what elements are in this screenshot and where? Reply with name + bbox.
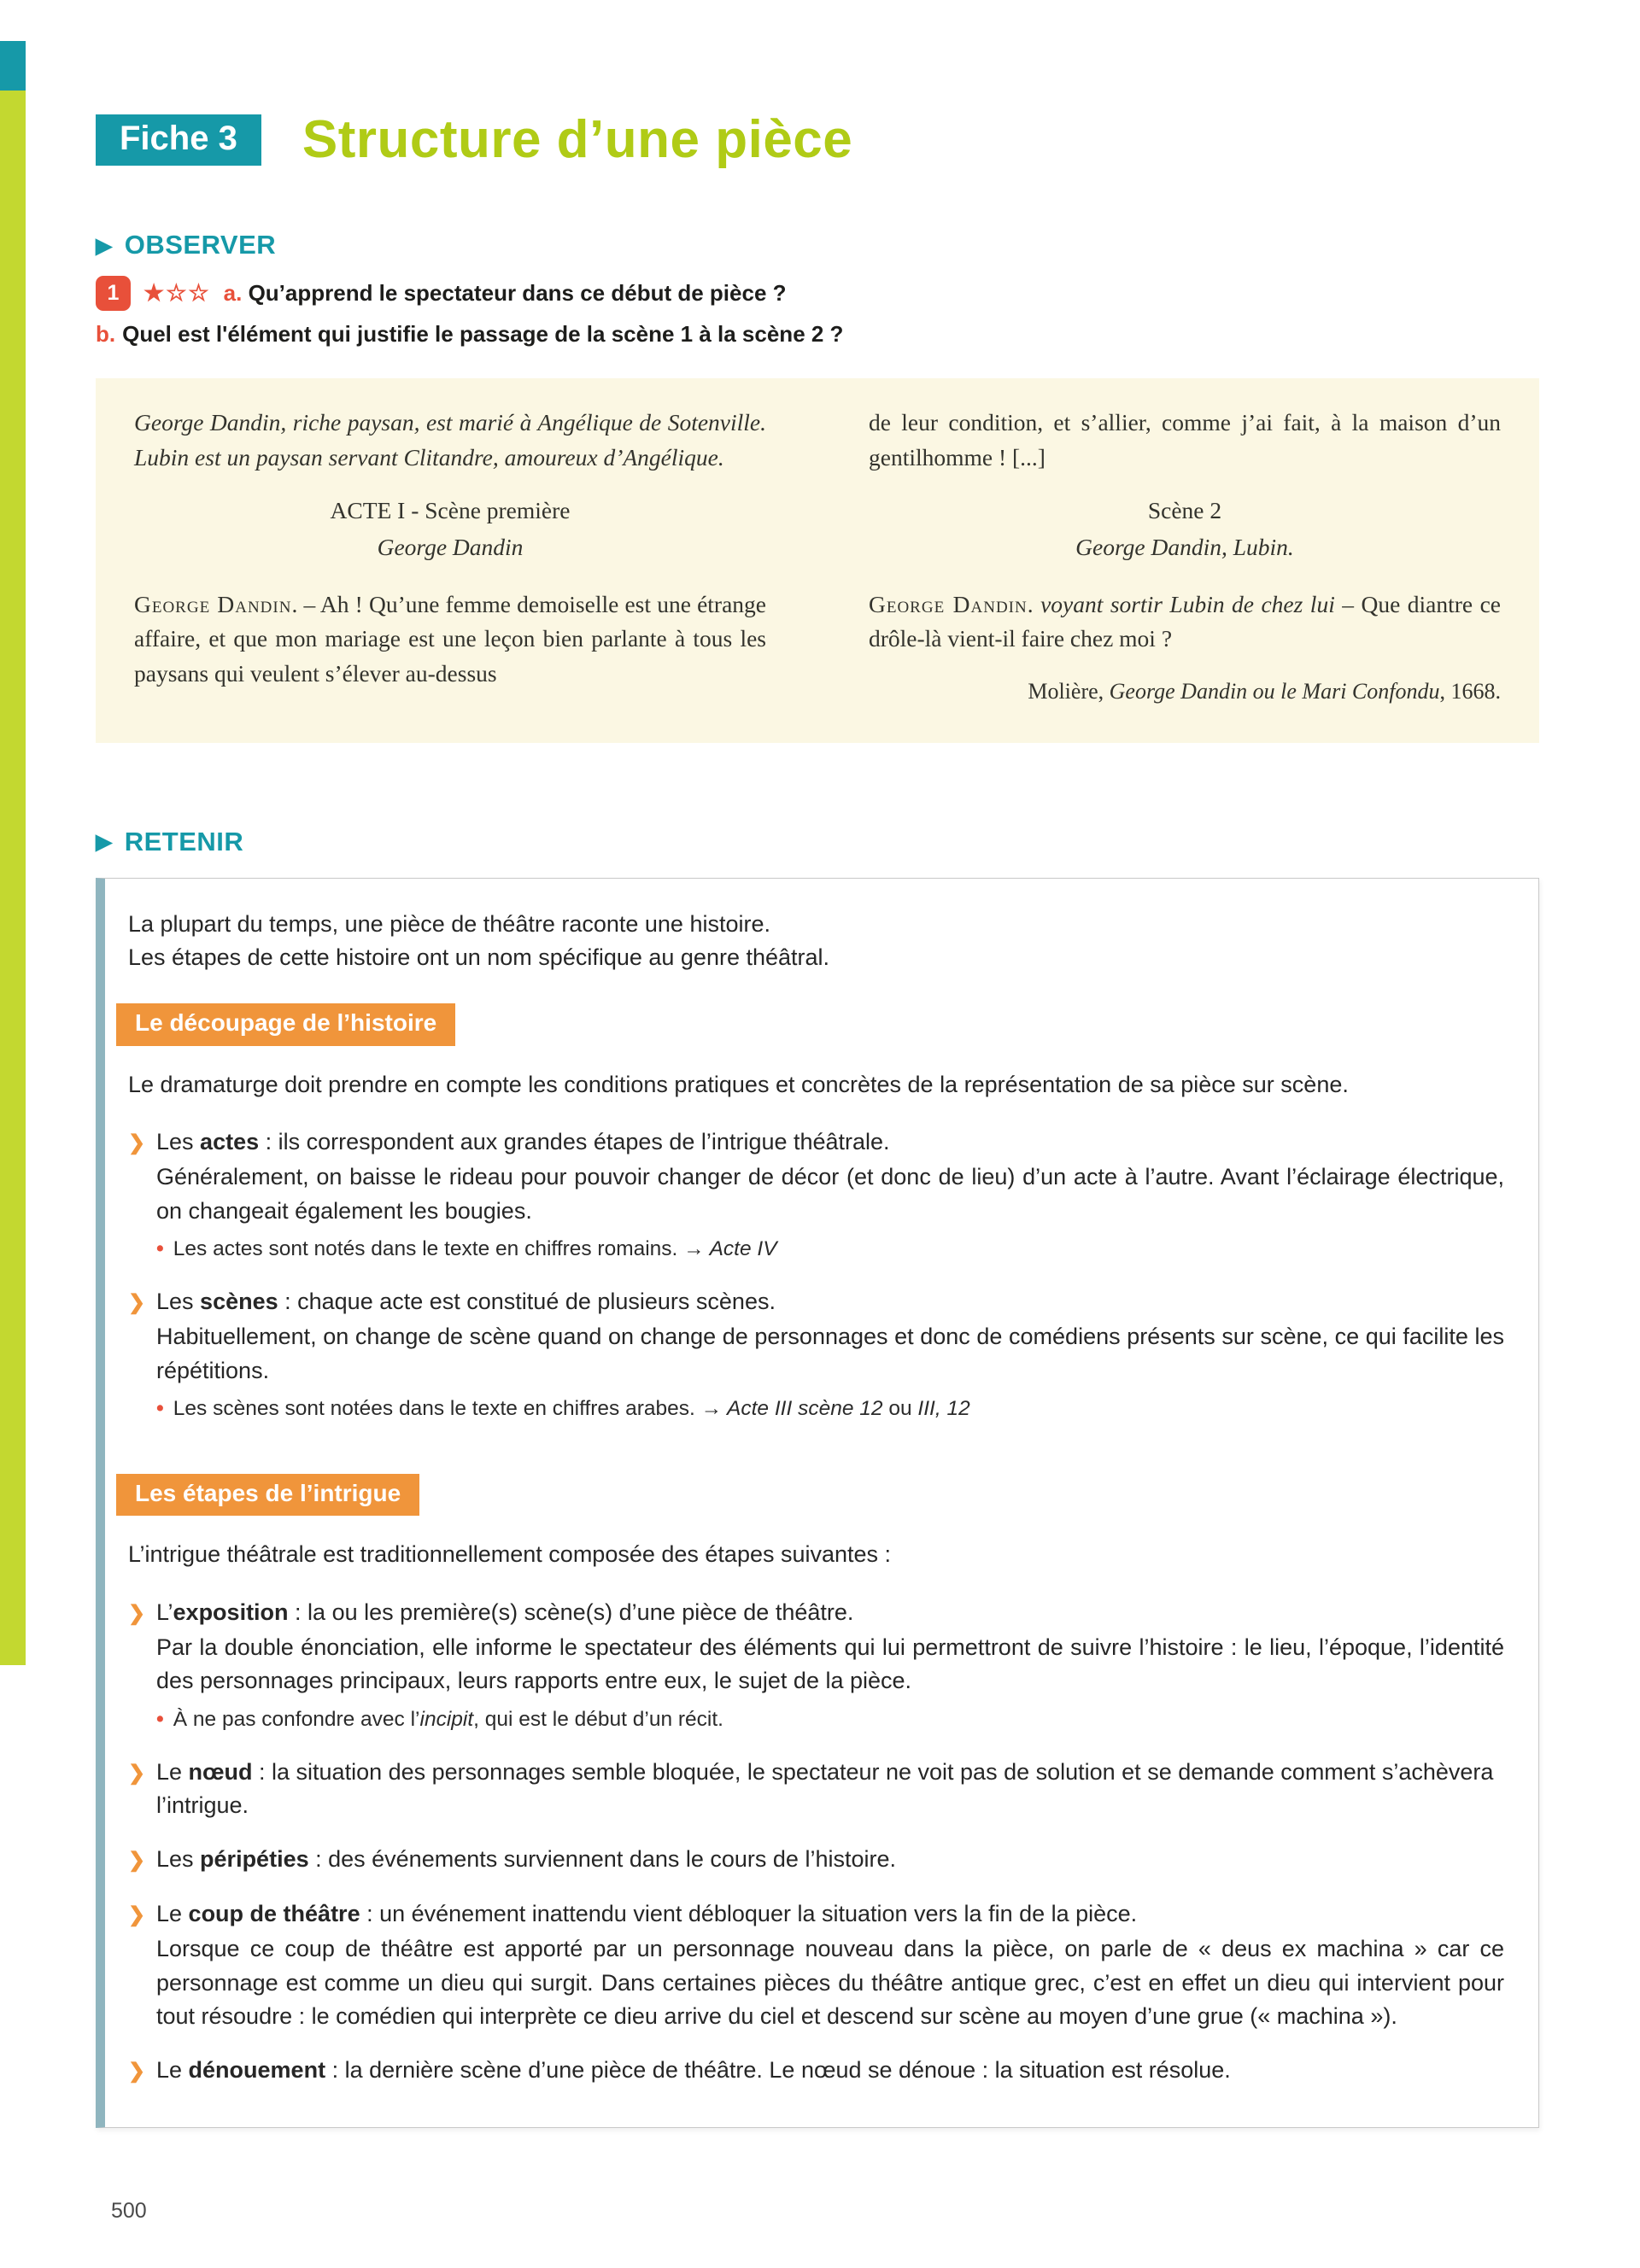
actes-body: Généralement, on baisse le rideau pour pouvoir changer de décor (et donc de lieu) d’un acte à l’autre. Avant l’éclairage électrique, on changeait également les bougies. <box>156 1164 1504 1224</box>
excerpt-right-column <box>869 406 1501 709</box>
scene-characters: George Dandin, Lubin. <box>1075 534 1294 561</box>
act-characters: George Dandin <box>377 534 524 561</box>
scenes-note <box>156 1393 1504 1424</box>
retenir-heading-label: RETENIR <box>124 826 244 856</box>
question-a-label: a. <box>223 280 243 306</box>
chevron-bullet-icon: ❯ <box>128 1761 146 1785</box>
exposition-note <box>156 1704 1504 1735</box>
question-a-text: Qu’apprend le spectateur dans ce début de pièce ? <box>248 280 787 306</box>
bullet-denouement-content <box>156 2054 1504 2087</box>
question-number-badge: 1 <box>96 276 131 311</box>
retenir-box <box>96 878 1539 2128</box>
question-b-text: Quel est l'élément qui justifie le passage de la scène 1 à la scène 2 ? <box>122 321 844 347</box>
question-block <box>96 276 1539 348</box>
page-header <box>96 109 1539 170</box>
act-heading: ACTE I - Scène première <box>330 497 571 524</box>
chevron-bullet-icon: ❯ <box>128 1131 146 1154</box>
section-etapes <box>128 1445 1504 2088</box>
scenes-body: Habituellement, on change de scène quand on change de personnages et donc de comédiens présents sur scène, ce qui facilite les répétitions. <box>156 1324 1504 1383</box>
question-a <box>224 280 787 307</box>
difficulty-star-rating <box>144 280 211 307</box>
page-number: 500 <box>111 2199 147 2223</box>
bullet-coup-de-theatre-content <box>156 1897 1504 2034</box>
chevron-bullet-icon: ❯ <box>128 2060 146 2084</box>
bullet-exposition <box>128 1596 1504 1735</box>
section-badge-decoupage: Le découpage de l’histoire <box>116 1003 455 1045</box>
bullet-noeud <box>128 1756 1504 1823</box>
coup-de-theatre-body: Lorsque ce coup de théâtre est apporté par un personnage nouveau dans la pièce, on parle de « deus ex machina » car ce personnage est comme un dieu qui surgit. Dans certaines pièces du théâtre antique grec, c’est en effet un dieu qui intervient pour tout résoudre : le comédien qui interprète ce dieu arrive du ciel et descend sur scène au moyen d’une grue (« machina »). <box>156 1936 1504 2029</box>
section-badge-etapes: Les étapes de l’intrigue <box>116 1474 419 1516</box>
retenir-section <box>96 827 1539 2128</box>
bullet-noeud-content <box>156 1756 1504 1823</box>
star-empty-icons: ☆☆ <box>166 280 211 306</box>
retenir-heading <box>96 827 1539 857</box>
observer-heading-label: OBSERVER <box>124 230 277 260</box>
dot-bullet-icon: • <box>156 1236 164 1261</box>
page-title: Structure d’une pièce <box>302 110 853 169</box>
actes-head: Les actes : ils correspondent aux grandes étapes de l’intrigue théâtrale. <box>156 1129 890 1154</box>
denouement-head: Le dénouement : la dernière scène d’une pièce de théâtre. Le nœud se dénoue : la situation est résolue. <box>156 2057 1231 2084</box>
star-filled-icon: ★ <box>144 280 167 306</box>
noeud-head: Le nœud : la situation des personnages semble bloquée, le spectateur ne voit pas de solution et se demande comment s’achèvera l’intrigue. <box>156 1758 1494 1818</box>
actes-note-text: Les actes sont notés dans le texte en chiffres romains. → Acte IV <box>173 1237 777 1261</box>
dot-bullet-icon: • <box>156 1706 164 1731</box>
question-b-label: b. <box>96 321 116 347</box>
retenir-intro-line1: La plupart du temps, une pièce de théâtre raconte une histoire. <box>128 910 770 937</box>
source-citation: Molière, George Dandin ou le Mari Confondu, 1668. <box>1028 679 1501 704</box>
fiche-badge: Fiche 3 <box>96 114 261 166</box>
decoupage-lead: Le dramaturge doit prendre en compte les conditions pratiques et concrètes de la représentation de sa pièce sur scène. <box>128 1071 1349 1097</box>
bullet-denouement <box>128 2054 1504 2087</box>
exposition-body: Par la double énonciation, elle informe le spectateur des éléments qui lui permettront de suivre l’histoire : le lieu, l’époque, l’identité des personnages principaux, leurs rapports entre eux, le sujet de la pièce. <box>156 1634 1504 1694</box>
exposition-note-text: À ne pas confondre avec l’incipit, qui est le début d’un récit. <box>173 1707 723 1731</box>
dandin-speech-1: George Dandin. – Ah ! Qu’une femme demoiselle est une étrange affaire, et que mon mariage est une leçon bien parlante à tous les paysans qui veulent s’élever au-dessus <box>134 590 766 687</box>
chevron-bullet-icon: ❯ <box>128 1903 146 1926</box>
chevron-bullet-icon: ❯ <box>128 1849 146 1873</box>
bullet-scenes-content <box>156 1285 1504 1424</box>
etapes-lead: L’intrigue théâtrale est traditionnellement composée des étapes suivantes : <box>128 1541 892 1568</box>
excerpt-left-column <box>134 406 766 709</box>
dandin-speech-2: George Dandin. voyant sortir Lubin de chez lui – Que diantre ce drôle-là vient-il faire chez moi ? <box>869 590 1502 652</box>
question-line-b <box>96 321 1539 348</box>
scenes-note-text: Les scènes sont notées dans le texte en chiffres arabes. → Acte III scène 12 ou III, 12 <box>173 1397 970 1421</box>
excerpt-intro: George Dandin, riche paysan, est marié à Angélique de Sotenville. Lubin est un paysan servant Clitandre, amoureux d’Angélique. <box>134 409 766 471</box>
chevron-bullet-icon: ❯ <box>128 1290 146 1314</box>
observer-heading <box>96 230 1539 260</box>
dot-bullet-icon: • <box>156 1396 164 1421</box>
play-excerpt-box <box>96 378 1539 743</box>
peripeties-head: Les péripéties : des événements surviennent dans le cours de l’histoire. <box>156 1846 896 1873</box>
bullet-peripeties-content <box>156 1843 1504 1876</box>
retenir-intro-line2: Les étapes de cette histoire ont un nom spécifique au genre théâtral. <box>128 944 830 970</box>
coup-de-theatre-head: Le coup de théâtre : un événement inattendu vient débloquer la situation vers la fin de la pièce. <box>156 1900 1138 1926</box>
bullet-coup-de-theatre <box>128 1897 1504 2034</box>
bullet-actes <box>128 1125 1504 1265</box>
question-line-a <box>96 276 1539 311</box>
exposition-head: L’exposition : la ou les première(s) scène(s) d’une pièce de théâtre. <box>156 1599 854 1625</box>
triangle-right-icon: ▶ <box>96 233 113 258</box>
scene-heading: Scène 2 <box>1147 497 1222 524</box>
section-decoupage <box>128 974 1504 1424</box>
bullet-actes-content <box>156 1125 1504 1265</box>
bullet-scenes <box>128 1285 1504 1424</box>
triangle-right-icon: ▶ <box>96 830 113 855</box>
bullet-exposition-content <box>156 1596 1504 1735</box>
bullet-peripeties <box>128 1843 1504 1876</box>
actes-note <box>156 1233 1504 1265</box>
observer-section <box>96 230 1539 743</box>
dandin-speech-1-continuation: de leur condition, et s’allier, comme j’ai fait, à la maison d’un gentilhomme ! [...] <box>869 409 1501 471</box>
scenes-head: Les scènes : chaque acte est constitué de plusieurs scènes. <box>156 1288 776 1314</box>
chevron-bullet-icon: ❯ <box>128 1601 146 1625</box>
